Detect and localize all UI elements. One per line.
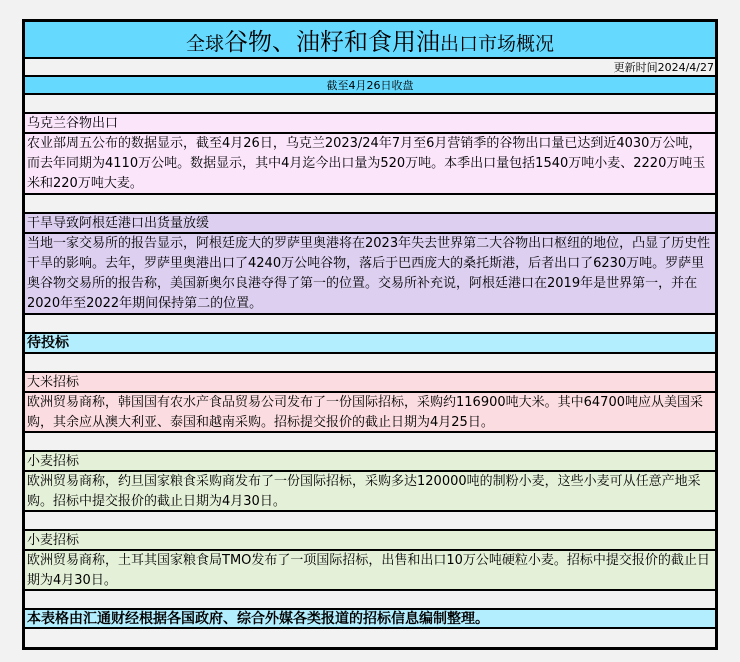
cutoff-note: 截至4月26日收盘 bbox=[25, 77, 715, 95]
source-note: 本表格由汇通财经根据各国政府、综合外媒各类报道的招标信息编制整理。 bbox=[25, 610, 715, 629]
blank-row bbox=[25, 433, 715, 452]
blank-row bbox=[25, 195, 715, 214]
tender-body-wheat-jordan: 欧洲贸易商称，约旦国家粮食采购商发布了一份国际招标，采购多达120000吨的制粉小麦，这些小麦可从任意产地采购。招标中提交报价的截止日期为4月30日。 bbox=[25, 472, 715, 512]
title-suffix: 出口市场概况 bbox=[440, 33, 555, 55]
blank-row bbox=[25, 354, 715, 373]
update-time: 更新时间2024/4/27 bbox=[25, 59, 715, 77]
page-title bbox=[25, 22, 715, 59]
tender-title-wheat-jordan: 小麦招标 bbox=[25, 452, 715, 472]
tender-title-rice: 大米招标 bbox=[25, 373, 715, 393]
blank-row bbox=[25, 629, 715, 647]
news-title-argentina: 干旱导致阿根廷港口出货量放缓 bbox=[25, 214, 715, 234]
news-title-ukraine: 乌克兰谷物出口 bbox=[25, 114, 715, 134]
tender-body-rice: 欧洲贸易商称，韩国国有农水产食品贸易公司发布了一份国际招标，采购约116900吨大米。其中64700吨应从美国采购，其余应从澳大利亚、泰国和越南采购。招标提交报价的截止日期为4月25日。 bbox=[25, 393, 715, 433]
blank-row bbox=[25, 315, 715, 334]
blank-row bbox=[25, 95, 715, 114]
market-overview-sheet bbox=[22, 19, 718, 650]
title-main: 谷物、油籽和食用油 bbox=[224, 28, 440, 56]
tender-title-wheat-turkey: 小麦招标 bbox=[25, 531, 715, 551]
news-body-argentina: 当地一家交易所的报告显示，阿根廷庞大的罗萨里奥港将在2023年失去世界第二大谷物出口枢纽的地位，凸显了历史性干旱的影响。去年，罗萨里奥港出口了4240万公吨谷物，落后于巴西庞大的桑托斯港，后者出口了6230万吨。罗萨里奥谷物交易所的报告称，美国新奥尔良港夺得了第一的位置。交易所补充说，阿根廷港口在2019年是世界第一，并在2020年至2022年期间保持第二的位置。 bbox=[25, 234, 715, 315]
title-prefix: 全球 bbox=[185, 33, 224, 55]
blank-row bbox=[25, 591, 715, 610]
tender-body-wheat-turkey: 欧洲贸易商称，土耳其国家粮食局TMO发布了一项国际招标，出售和出口10万公吨硬粒小麦。招标中提交报价的截止日期为4月30日。 bbox=[25, 551, 715, 591]
news-body-ukraine: 农业部周五公布的数据显示，截至4月26日，乌克兰2023/24年7月至6月营销季的谷物出口量已达到近4030万公吨，而去年同期为4110万公吨。数据显示，其中4月迄今出口量为520万吨。本季出口量包括1540万吨小麦、2220万吨玉米和220万吨大麦。 bbox=[25, 134, 715, 195]
blank-row bbox=[25, 512, 715, 531]
section-title-pending-tenders: 待投标 bbox=[25, 334, 715, 354]
